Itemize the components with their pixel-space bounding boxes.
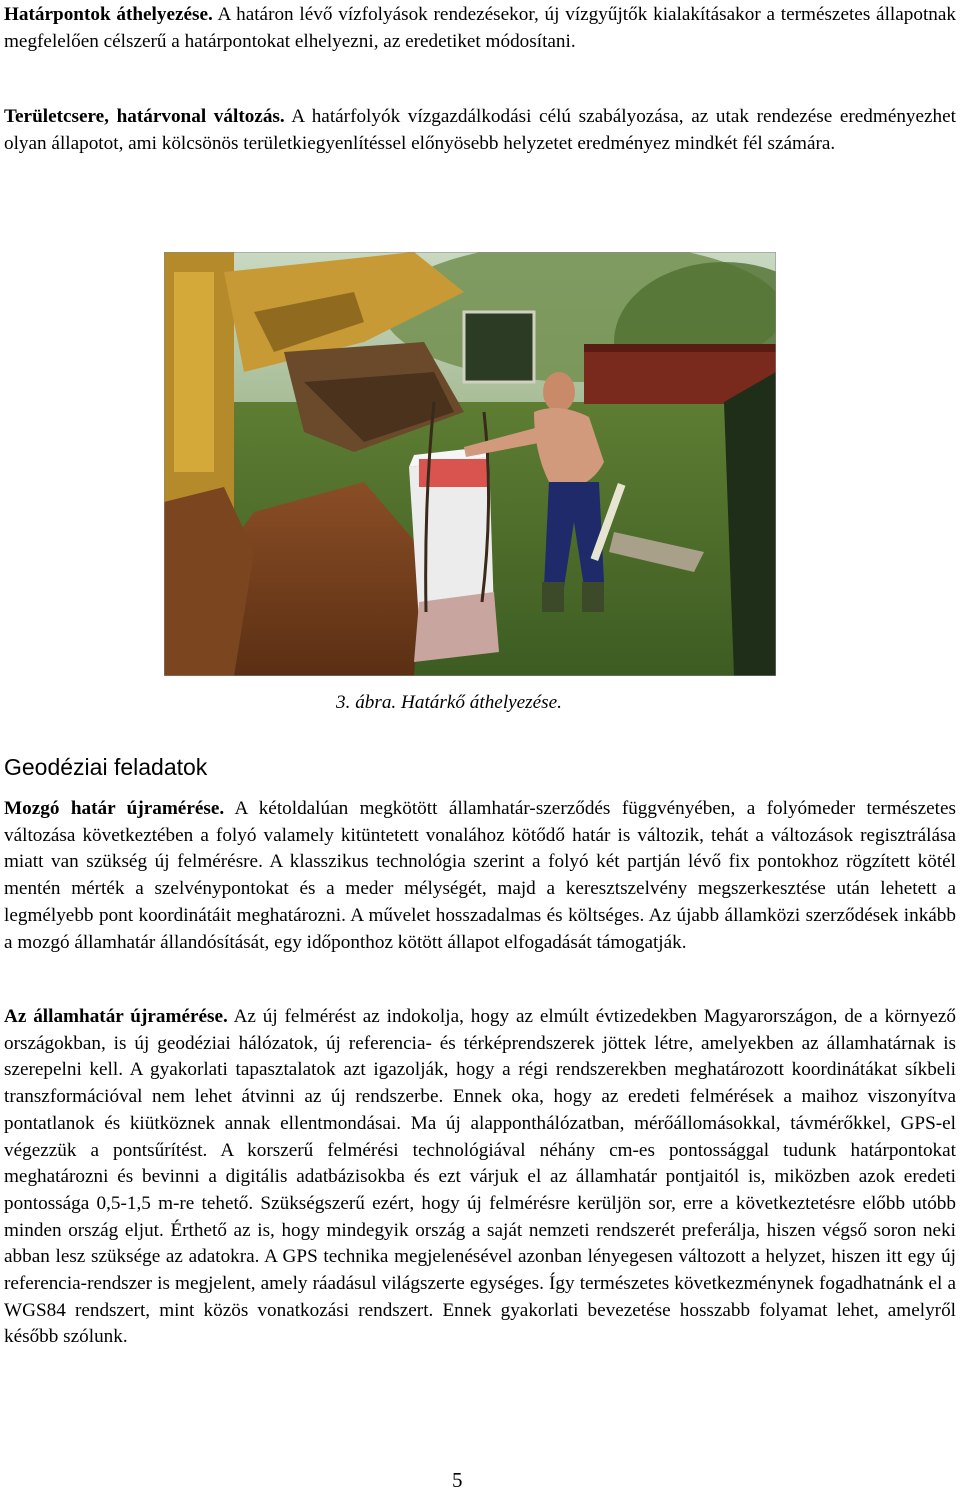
paragraph-lead: Mozgó határ újramérése. — [4, 798, 225, 819]
paragraph-text: A kétoldalúan megkötött államhatár-szerződés függvényében, a folyómeder természetes változása következtében a folyó valamely kitüntetett vonalához kötődő határ is változik, tehát a változások regisztrálása miatt van szükség új felmérésre. A klasszikus technológia szerint a folyó két partján lévő fix pontokhoz rögzített kötél mentén mérték a szelvénypontokat és a meder mélységét, majd a keresztszelvény megszerkesztése után lehetett a legmélyebb pont koordinátáit meghatározni. A művelet hosszadalmas és költséges. Az újabb államközi szerződések inkább a mozgó államhatár állandósítását, egy időponthoz kötött állapot elfogadását támogatják. — [4, 798, 956, 953]
paragraph-text: Az új felmérést az indokolja, hogy az elmúlt évtizedekben Magyarországon, de a környező országokban, is új geodéziai hálózatok, új referencia- és térképrendszerek jöttek létre, amelyekben az államhatárnak is szerepelni kell. A gyakorlati tapasztalatok azt igazolják, hogy a régi rendszerekben meghatározott koordinátákat síkbeli transzformációval nem lehet átvinni az új rendszerbe. Ennek oka, hogy az eredeti felmérések a maihoz viszonyítva pontatlanok és kiütköznek annak ellentmondásai. Ma új alapponthálózatban, mérőállomásokkal, távmérőkkel, GPS-el végezzük a pontsűrítést. A korszerű felmérési technológiával néhány cm-es pontossággal tudunk határpontokat meghatározni és bevinni a digitális adatbázisokba és ezt várjuk el az államhatár pontjaitól is, miközben azok eredeti pontossága 0,5-1,5 m-re tehető. Szükségszerű ezért, hogy új felmérésre kerüljön sor, erre a következtetésre előbb utóbb minden ország eljut. Érthető az is, hogy mindegyik ország a saját nemzeti rendszerét preferálja, hiszen végső soron neki abban lesz szüksége az adatokra. A GPS technika megjelenésével azonban lényegesen változott a helyzet, hiszen itt egy új referencia-rendszer is megjelent, amely ráadásul világszerte egységes. Így természetes következménynek fogadhatnánk el a WGS84 rendszert, mint közös vonatkozási rendszert. Ennek gyakorlati bevezetése hosszabb folyamat lehet, amelyről később szólunk. — [4, 1006, 957, 1348]
section-heading: Geodéziai feladatok — [4, 754, 208, 780]
page-number: 5 — [452, 1468, 463, 1492]
figure-photo — [164, 252, 776, 676]
paragraph-boundary-points-relocation — [4, 2, 956, 55]
paragraph-text: A határon lévő vízfolyások rendezésekor, új vízgyűjtők kialakításakor a természetes állapotnak megfelelően célszerű a határpontokat elhelyezni, az eredetiket módosítani. — [4, 4, 956, 52]
paragraph-text: A határfolyók vízgazdálkodási célú szabályozása, az utak rendezése eredményezhet olyan állapotot, ami kölcsönös területkiegyenlítéssel előnyösebb helyzetet eredményez mindkét fél számára. — [4, 106, 956, 154]
paragraph-lead: Az államhatár újramérése. — [4, 1006, 228, 1027]
paragraph-lead: Határpontok áthelyezése. — [4, 4, 213, 25]
paragraph-state-border-remeasurement — [4, 1004, 956, 1351]
paragraph-moving-border-remeasurement — [4, 796, 956, 956]
paragraph-territory-exchange — [4, 104, 956, 157]
figure-caption: 3. ábra. Határkő áthelyezése. — [336, 692, 562, 713]
paragraph-lead: Területcsere, határvonal változás. — [4, 106, 285, 127]
